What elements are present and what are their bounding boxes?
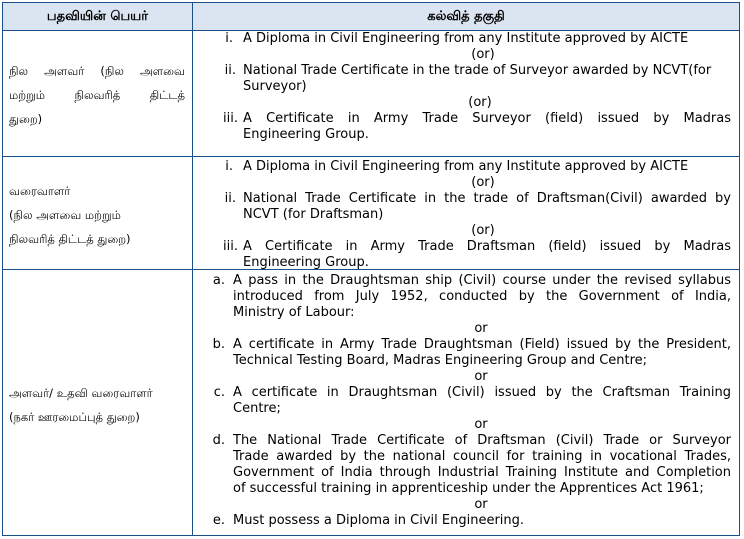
list-marker: d.	[212, 433, 225, 448]
list-marker: i.	[225, 31, 233, 46]
or-separator: (or)	[468, 95, 492, 110]
qualification-text: National Trade Certificate in the trade of Draftsman(Civil) awarded by	[243, 191, 731, 206]
post-name-line: அளவர்/ உதவி வரைவாளர்	[9, 386, 153, 400]
qualification-text: Surveyor)	[243, 79, 307, 94]
post-name-line: வரைவாளர்	[9, 184, 71, 198]
qualification-text: A pass in the Draughtsman ship (Civil) course under the revised syllabus	[233, 273, 731, 288]
qualification-text: Trade awarded by the national council for training in vocational Trades,	[233, 449, 731, 464]
post-name-line: (நில அளவை மற்றும்	[9, 208, 121, 222]
qualification-table	[2, 2, 740, 536]
or-separator: or	[474, 321, 488, 336]
qualification-text: of successful training in apprenticeship under the Apprentices Act 1961;	[233, 481, 704, 496]
qualification-text: NCVT (for Draftsman)	[243, 207, 384, 222]
qualification-text: Technical Testing Board, Madras Engineering Group and Centre;	[233, 353, 648, 368]
post-name-line: (நகர் ஊரமைப்புத் துறை)	[9, 410, 140, 424]
or-separator: (or)	[471, 175, 495, 190]
header-qualification: கல்வித் தகுதி	[427, 9, 505, 24]
list-marker: b.	[212, 337, 225, 352]
list-marker: c.	[213, 385, 225, 400]
qualification-text: Centre;	[233, 401, 281, 416]
list-marker: e.	[212, 513, 225, 528]
or-separator: or	[474, 497, 488, 512]
list-marker: i.	[225, 159, 233, 174]
list-marker: iii.	[223, 111, 238, 126]
list-marker: ii.	[224, 63, 236, 78]
qualification-text: Ministry of Labour:	[233, 305, 355, 320]
qualification-text: Engineering Group.	[243, 127, 369, 142]
qualification-text: introduced from July 1952, conducted by the Government of India,	[233, 289, 731, 304]
post-name-line: நிலவரித் திட்டத் துறை)	[9, 232, 131, 246]
or-separator: or	[474, 417, 488, 432]
qualification-text: Must possess a Diploma in Civil Engineering.	[233, 513, 525, 528]
qualification-text: National Trade Certificate in the trade of Surveyor awarded by NCVT(for	[243, 63, 712, 78]
or-separator: or	[474, 369, 488, 384]
list-marker: a.	[212, 273, 225, 288]
row-divider	[3, 269, 739, 270]
qualification-text: A Diploma in Civil Engineering from any Institute approved by AICTE	[243, 31, 689, 46]
qualification-text: Engineering Group.	[243, 255, 369, 270]
or-separator: (or)	[471, 223, 495, 238]
qualification-text: A Certificate in Army Trade Surveyor (field) issued by Madras	[243, 111, 731, 126]
or-separator: (or)	[471, 47, 495, 62]
row-divider	[3, 156, 739, 157]
list-marker: iii.	[223, 239, 238, 254]
table-header	[3, 3, 739, 31]
post-name-line: மற்றும் நிலவரித் திட்டத்	[9, 88, 185, 102]
qualification-text: Government of India through Industrial Training Institute and Completion	[233, 465, 731, 480]
post-name-line: துறை)	[9, 112, 43, 126]
list-marker: ii.	[224, 191, 236, 206]
qualification-text: A Certificate in Army Trade Draftsman (field) issued by Madras	[243, 239, 731, 254]
qualification-text: A certificate in Army Trade Draughtsman (Field) issued by the President,	[233, 337, 731, 352]
post-name-line: நில அளவர் (நில அளவை	[9, 64, 185, 78]
qualification-text: A certificate in Draughtsman (Civil) issued by the Craftsman Training	[233, 385, 731, 400]
qualification-text: A Diploma in Civil Engineering from any Institute approved by AICTE	[243, 159, 689, 174]
header-post-name: பதவியின் பெயர்	[46, 9, 149, 24]
qualification-text: The National Trade Certificate of Draftsman (Civil) Trade or Surveyor	[233, 433, 731, 448]
